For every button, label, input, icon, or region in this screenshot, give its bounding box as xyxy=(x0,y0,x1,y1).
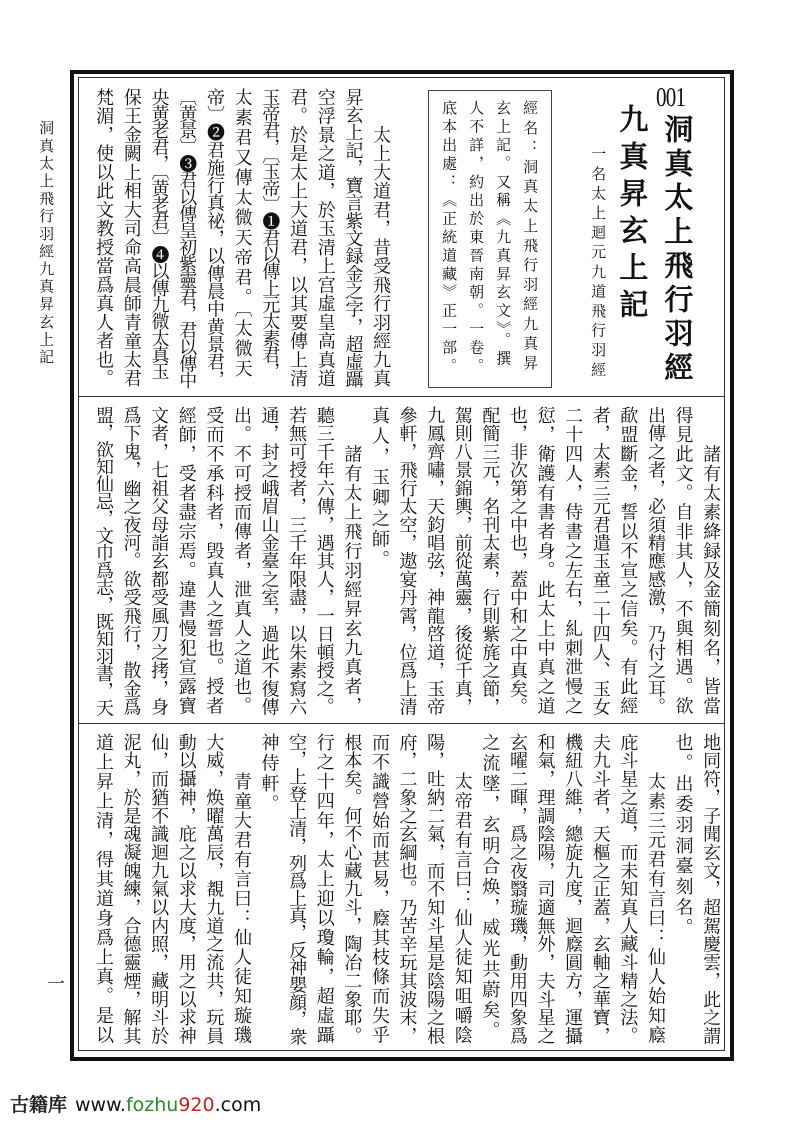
text-column: 而不識營始而甚易，廕其枝條而失乎 xyxy=(368,733,390,1045)
text-column: 聽三千年六傳，遇其人，一日頓授之。 xyxy=(313,406,335,716)
text-column: 爲下鬼，幽之夜河。欲受飛行，散金爲 xyxy=(120,406,142,716)
text-column: 庇斗星之道，而未知真人藏斗精之法。 xyxy=(617,733,639,1045)
text-column: 行之十四年，太上迎以瓊輪，超虛躡 xyxy=(313,733,335,1045)
text-column: 盟，欲知仙忌，文巾爲志，既知羽書，天 xyxy=(92,406,114,717)
info-box-column: 玄上記。又稱《九真昇玄文》。撰 xyxy=(494,100,513,369)
text-column: 九鳳齊嘯，天鈞唱弦，神龍啓道，玉帝 xyxy=(424,406,446,716)
text-column: 真人，玉卿之師。 xyxy=(368,406,390,571)
text-column: 諸有太素絳録及金簡刻名，皆當 xyxy=(700,406,722,716)
watermark-green: fozhu xyxy=(125,1094,179,1116)
text-column: 玉帝君，〔玉帝〕❶君以傳上元太素君， xyxy=(259,88,281,380)
text-column: 泥丸，於是魂凝魄練，合德靈煙，解其 xyxy=(120,733,142,1045)
text-column: 參軒，飛行太空，遨宴丹霄，位爲上清 xyxy=(396,406,418,716)
text-column: 駕則八景錦輿，前從萬靈，後從千真， xyxy=(451,406,473,716)
text-column: 和氣，理調陰陽，司適無外，夫斗星之 xyxy=(534,733,556,1045)
text-column: 帝〕❷君施行真祕，以傳晨中黄景君， xyxy=(203,88,225,389)
text-column: 通，封之峨眉山金臺之室，過此不復傳 xyxy=(258,406,280,716)
text-column: 君。於是太上大道君，以其要傳上清 xyxy=(287,88,309,388)
text-column: 玄曜二暉，爲之夜翳璇璣，動用四象爲 xyxy=(506,733,528,1045)
text-column: 之流墜，玄明合焕，威光共蔚矣。 xyxy=(479,733,501,1042)
text-column: 神侍軒。 xyxy=(258,733,280,816)
text-column: 也。出委羽洞臺刻名。 xyxy=(672,733,694,939)
text-column: 歃盟斷金，誓以不宣之信矣。有此經 xyxy=(617,406,639,716)
band-divider-bottom xyxy=(79,723,724,724)
watermark-cn: 古籍库 xyxy=(10,1094,68,1116)
text-number: 001 xyxy=(656,82,686,112)
text-column: 愆，衛護有書者身。此太上中真之道 xyxy=(534,406,556,716)
text-column: 大威，焕曜萬辰，覩九道之流共，玩員 xyxy=(203,733,225,1045)
subtitle: 一名太上迴元九道飛行羽經 xyxy=(589,146,608,382)
text-column: 太上大道君，昔受飛行羽經九真 xyxy=(370,88,392,388)
text-column: 空浮景之道，於玉清上宫虛皇高真道 xyxy=(314,88,336,388)
text-column: 動以攝神，庇之以求大度，用之以求神 xyxy=(175,733,197,1045)
running-title: 洞真太上飛行羽經九真昇玄上記 xyxy=(37,120,56,367)
text-column: 〔黄景〕❸君以傳皇初紫靈君，君以傳中 xyxy=(176,88,198,389)
text-column: 若無可授者，三千年限盡，以朱素寫六 xyxy=(286,406,308,716)
text-column: 也，非次第之中也，蓋中和之中真矣。 xyxy=(506,406,528,716)
text-column: 根本矣。何不心藏九斗，陶冶二象耶。 xyxy=(341,733,363,1045)
text-column: 經師，受者盡宗焉。違書慢犯宣露寶 xyxy=(175,406,197,716)
text-column: 梵湄，使以此文教授當爲真人者也。 xyxy=(93,88,115,388)
page-number: 一 xyxy=(47,974,65,995)
text-column: 者，太素三元君遣玉童二十四人、玉女 xyxy=(589,406,611,716)
title-line-1: 洞真太上飛行羽經 xyxy=(660,114,695,386)
text-column: 陽，吐納二氣，而不知斗星是陰陽之根 xyxy=(424,733,446,1045)
text-column: 府，二象之玄綱也。乃苦辛玩其波末， xyxy=(396,733,418,1045)
watermark-suffix: .com xyxy=(214,1094,262,1116)
text-column: 太素三元君有言曰：仙人始知廕 xyxy=(644,733,666,1045)
text-column: 太素君又傳太微天帝君。〔太微天 xyxy=(231,88,253,379)
text-column: 出。不可授而傳者，泄真人之道也。 xyxy=(230,406,252,716)
text-column: 仙，而猶不識迴九氣以内照，藏明斗於 xyxy=(148,733,170,1045)
text-column: 昇玄上記，寶言紫文録金之字，超虛躡 xyxy=(342,88,364,389)
text-column: 出傳之者，必須精應感激，乃付之耳。 xyxy=(644,406,666,716)
text-column: 文者，七祖父母詣玄都受風刀之拷，身 xyxy=(148,406,170,716)
text-column: 太帝君有言曰：仙人徒知咀嚼陰 xyxy=(451,733,473,1045)
watermark-prefix: www. xyxy=(75,1094,126,1116)
watermark-red: 920 xyxy=(178,1094,215,1116)
text-column: 諸有太上飛行羽經昇玄九真者， xyxy=(341,406,363,716)
text-column: 央黄老君，〔黄老君〕❹以傳九微太真玉 xyxy=(148,88,170,380)
text-column: 地同符，子聞玄文，超駕慶雲，此之謂 xyxy=(700,733,722,1045)
text-column: 空，上登上清，列爲上真，反神嬰顔，衆 xyxy=(286,733,308,1046)
text-column: 道上昇上清，得其道身爲上真。是以 xyxy=(92,733,114,1045)
text-column: 保王金闕上相大司命高晨師青童太君 xyxy=(120,88,142,388)
site-watermark xyxy=(10,1090,261,1117)
band-divider-top xyxy=(79,396,724,397)
text-column: 配簡三元，名刊太素，行則紫旄之節， xyxy=(479,406,501,716)
text-column: 受而不承科者，毁真人之誓也。授者 xyxy=(203,406,225,716)
info-box-column: 經名：洞真太上飛行羽經九真昇 xyxy=(521,100,540,375)
info-box-column: 底本出處：《正統道藏》正一部。 xyxy=(440,100,459,376)
text-column: 機紐八維，總旋九度，迴廕圓方，運攝 xyxy=(562,733,584,1045)
text-column: 得見此文。自非其人，不與相遇。欲 xyxy=(672,406,694,716)
text-column: 二十四人，侍書之左右，糺刺泄慢之 xyxy=(562,406,584,716)
info-box-column: 人不詳，約出於東晉南朝。一卷。 xyxy=(467,100,486,376)
text-column: 夫九斗者，天樞之正蓋，玄軸之華寶， xyxy=(589,733,611,1045)
title-line-2: 九真昇玄上記 xyxy=(615,104,650,326)
text-column: 青童大君有言曰：仙人徒知璇璣 xyxy=(230,733,252,1045)
